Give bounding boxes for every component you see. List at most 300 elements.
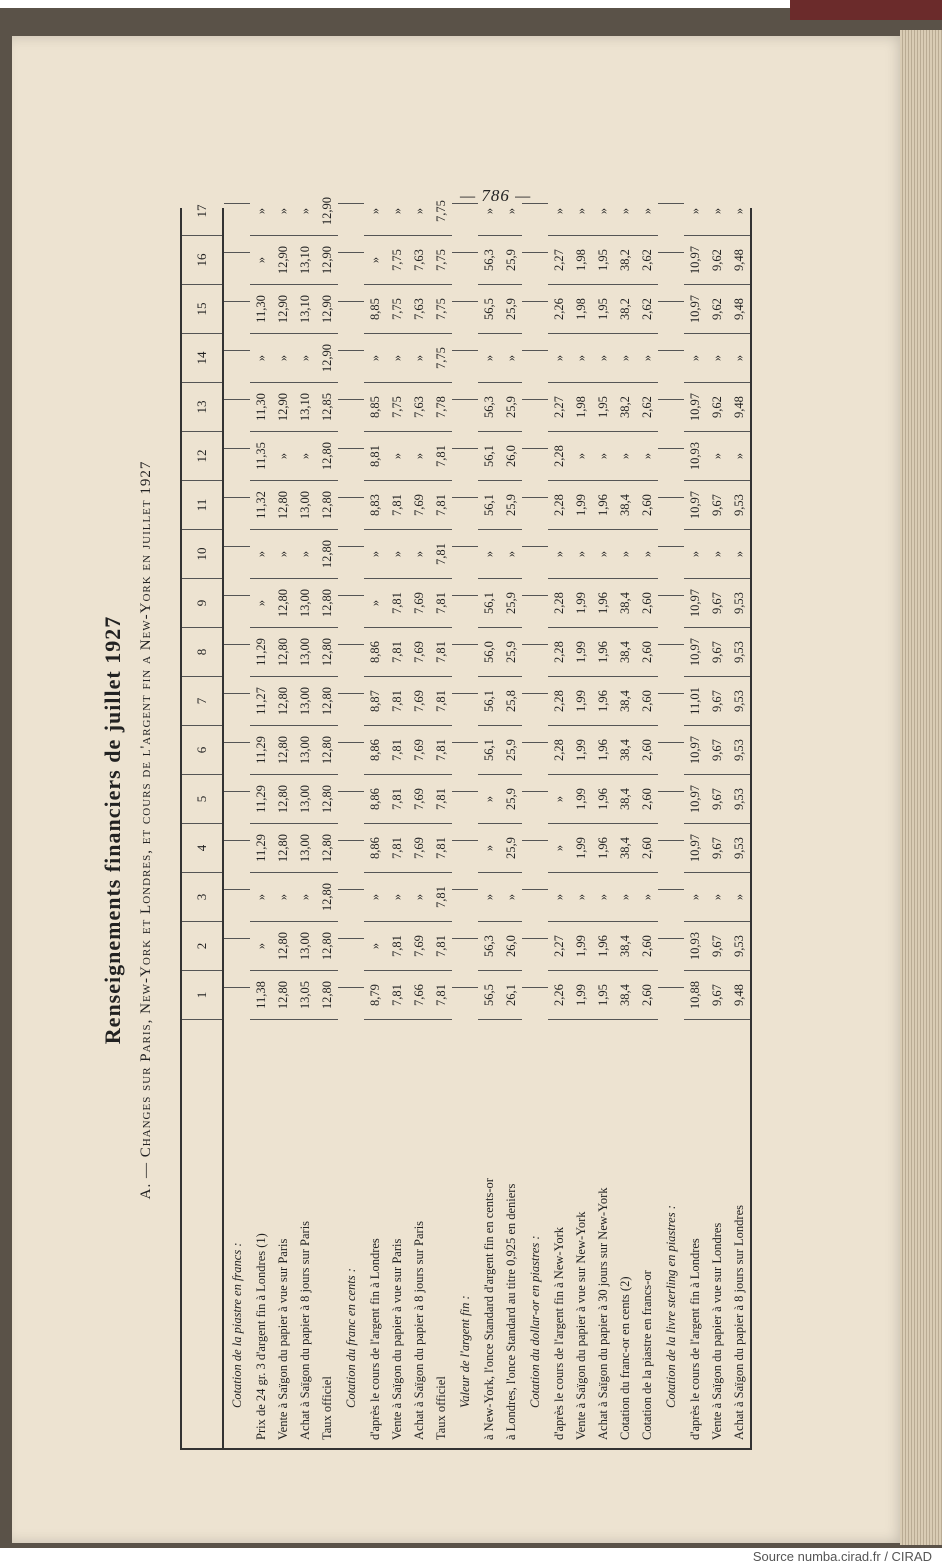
table-cell [338, 743, 364, 792]
table-cell: 38,4 [614, 579, 636, 628]
table-cell [452, 449, 478, 498]
table-cell: 13,00 [294, 726, 316, 775]
table-cell [522, 645, 548, 694]
table-cell: » [728, 530, 750, 579]
table-cell: 25,9 [500, 383, 522, 432]
table-cell: 2,60 [636, 922, 658, 971]
table-cell: 7,69 [408, 824, 430, 873]
table-cell: 26,0 [500, 432, 522, 481]
table-cell: 13,05 [294, 971, 316, 1020]
table-cell: 9,67 [706, 775, 728, 824]
table-cell: 12,80 [316, 873, 338, 922]
table-cell: 10,93 [684, 432, 706, 481]
table-cell [658, 498, 684, 547]
table-cell: » [548, 530, 570, 579]
table-cell: » [272, 334, 294, 383]
table-cell [338, 204, 364, 253]
table-cell: 1,95 [592, 971, 614, 1020]
table-cell: 13,00 [294, 481, 316, 530]
table-cell: 7,69 [408, 628, 430, 677]
table-cell: 7,69 [408, 677, 430, 726]
table-cell: 25,9 [500, 628, 522, 677]
table-cell: 11,29 [250, 775, 272, 824]
page-stack-edge [900, 30, 942, 1545]
table-cell: 2,27 [548, 383, 570, 432]
table-cell: 56,1 [478, 726, 500, 775]
table-cell: 1,96 [592, 579, 614, 628]
table-cell: 9,48 [728, 971, 750, 1020]
table-row [614, 208, 636, 1448]
table-cell: » [408, 432, 430, 481]
table-cell: 7,69 [408, 481, 430, 530]
table-cell [522, 302, 548, 351]
table-cell: 11,30 [250, 285, 272, 334]
table-cell [224, 596, 250, 645]
table-cell: » [548, 824, 570, 873]
exchange-table [180, 196, 752, 1450]
table-cell: 56,5 [478, 285, 500, 334]
table-cell: 25,8 [500, 677, 522, 726]
table-cell: » [250, 187, 272, 236]
table-cell: » [478, 530, 500, 579]
table-cell: 1,99 [570, 481, 592, 530]
row-label: Vente à Saïgon du papier à vue sur Paris [275, 1238, 290, 1440]
row-label: d'après le cours de l'argent fin à New-York [551, 1226, 566, 1440]
table-cell: » [706, 530, 728, 579]
table-cell: 7,81 [430, 432, 452, 481]
table-cell: » [614, 432, 636, 481]
table-cell: 7,75 [386, 236, 408, 285]
table-cell: 10,97 [684, 579, 706, 628]
table-row [636, 208, 658, 1448]
table-cell: 2,27 [548, 236, 570, 285]
section-title: Cotation de la piastre en francs : [229, 1242, 244, 1408]
table-cell: 13,00 [294, 677, 316, 726]
table-cell: 2,60 [636, 628, 658, 677]
table-cell: 2,60 [636, 677, 658, 726]
section-title: Valeur de l'argent fin : [457, 1295, 472, 1408]
table-cell [522, 400, 548, 449]
section-header-row [224, 208, 250, 1448]
table-cell: » [500, 530, 522, 579]
table-cell: 7,81 [430, 579, 452, 628]
table-cell: 7,75 [430, 236, 452, 285]
table-row [386, 208, 408, 1448]
table-cell: 1,98 [570, 285, 592, 334]
table-cell: 7,69 [408, 726, 430, 775]
table-cell: 12,90 [316, 334, 338, 383]
table-cell: 2,62 [636, 236, 658, 285]
table-row [684, 208, 706, 1448]
table-cell: 12,80 [272, 677, 294, 726]
table-cell: » [272, 530, 294, 579]
table-cell: 12,80 [272, 726, 294, 775]
table-cell: » [250, 334, 272, 383]
table-cell [522, 547, 548, 596]
section-header-row [658, 208, 684, 1448]
table-cell [338, 547, 364, 596]
table-cell: 8,86 [364, 628, 386, 677]
table-cell: 1,96 [592, 775, 614, 824]
table-cell: 38,2 [614, 236, 636, 285]
table-cell: 1,95 [592, 236, 614, 285]
row-label: Achat à Saïgon du papier à 30 jours sur New-York [595, 1187, 610, 1440]
table-cell: 11,29 [250, 726, 272, 775]
table-cell [452, 155, 478, 204]
table-cell [338, 253, 364, 302]
table-cell: 9,67 [706, 922, 728, 971]
table-cell: 1,99 [570, 726, 592, 775]
table-cell: 10,97 [684, 824, 706, 873]
table-row [478, 208, 500, 1448]
row-label: Vente à Saïgon du papier à vue sur Paris [389, 1238, 404, 1440]
page-title: Renseignements financiers de juillet 1927 [100, 615, 125, 1045]
table-cell: » [548, 187, 570, 236]
table-cell: 13,10 [294, 236, 316, 285]
table-cell [452, 400, 478, 449]
table-cell: » [364, 236, 386, 285]
table-cell: 12,80 [316, 579, 338, 628]
table-cell: 13,10 [294, 383, 316, 432]
table-cell: 1,96 [592, 922, 614, 971]
table-cell [522, 449, 548, 498]
table-cell: 56,3 [478, 922, 500, 971]
column-header: 14 [182, 334, 222, 383]
table-cell [522, 743, 548, 792]
table-cell [224, 498, 250, 547]
table-cell: » [570, 432, 592, 481]
table-cell [658, 155, 684, 204]
table-cell: 1,99 [570, 775, 592, 824]
row-label: d'après le cours de l'argent fin à Londres [687, 1238, 702, 1440]
table-cell: 2,28 [548, 481, 570, 530]
table-cell: 12,90 [272, 285, 294, 334]
table-cell: 7,75 [430, 334, 452, 383]
row-label: Vente à Saïgon du papier à vue sur New-York [573, 1211, 588, 1440]
table-cell [224, 449, 250, 498]
table-cell: 12,90 [272, 236, 294, 285]
table-cell: » [386, 530, 408, 579]
table-cell [522, 596, 548, 645]
table-cell: 9,67 [706, 677, 728, 726]
table-cell: 56,0 [478, 628, 500, 677]
row-label: Achat à Saïgon du papier à 8 jours sur Londres [731, 1204, 746, 1440]
column-header: 5 [182, 775, 222, 824]
table-cell: 9,53 [728, 824, 750, 873]
table-cell: 13,00 [294, 824, 316, 873]
table-cell: 11,29 [250, 628, 272, 677]
section-header-row [452, 208, 478, 1448]
table-cell: 7,75 [430, 285, 452, 334]
table-cell [522, 939, 548, 988]
table-cell: 8,85 [364, 285, 386, 334]
table-cell: 7,81 [386, 726, 408, 775]
table-cell: 13,00 [294, 775, 316, 824]
table-cell: » [706, 432, 728, 481]
table-cell: » [478, 187, 500, 236]
column-header: 15 [182, 285, 222, 334]
table-cell [658, 351, 684, 400]
table-cell: 7,78 [430, 383, 452, 432]
table-cell: 2,28 [548, 432, 570, 481]
table-cell [452, 596, 478, 645]
table-cell [224, 939, 250, 988]
table-cell: 2,28 [548, 579, 570, 628]
table-cell: » [614, 873, 636, 922]
table-cell: » [364, 187, 386, 236]
column-header: 2 [182, 922, 222, 971]
table-cell: 9,67 [706, 481, 728, 530]
table-cell: 12,90 [272, 383, 294, 432]
table-cell: 7,66 [408, 971, 430, 1020]
table-cell: » [272, 432, 294, 481]
table-cell [658, 939, 684, 988]
table-cell: » [478, 873, 500, 922]
table-cell [224, 547, 250, 596]
row-label: Taux officiel [319, 1376, 334, 1440]
table-cell: 10,97 [684, 236, 706, 285]
table-cell [224, 400, 250, 449]
table-cell: » [500, 187, 522, 236]
table-cell: 7,81 [430, 873, 452, 922]
table-cell: » [386, 432, 408, 481]
table-cell: » [500, 873, 522, 922]
table-cell: » [272, 873, 294, 922]
table-cell: 1,96 [592, 677, 614, 726]
table-cell: 1,99 [570, 971, 592, 1020]
table-row [294, 208, 316, 1448]
table-row [548, 208, 570, 1448]
table-cell: » [614, 187, 636, 236]
table-cell: 9,48 [728, 285, 750, 334]
table-cell [338, 596, 364, 645]
section-title: Cotation du dollar-or en piastres : [527, 1235, 542, 1408]
table-cell: » [364, 922, 386, 971]
row-label: Vente à Saïgon du papier à vue sur Londres [709, 1222, 724, 1440]
table-cell [658, 743, 684, 792]
table-cell: 7,81 [386, 677, 408, 726]
table-cell: 12,80 [272, 628, 294, 677]
table-cell: 9,67 [706, 971, 728, 1020]
table-row [728, 208, 750, 1448]
column-header: 12 [182, 432, 222, 481]
table-cell: 9,53 [728, 677, 750, 726]
table-cell: 38,4 [614, 628, 636, 677]
column-header: 13 [182, 383, 222, 432]
table-cell: 13,00 [294, 922, 316, 971]
table-cell: 38,4 [614, 922, 636, 971]
table-cell: 10,97 [684, 383, 706, 432]
table-cell: 12,80 [316, 922, 338, 971]
table-cell: 2,60 [636, 726, 658, 775]
table-cell: » [478, 824, 500, 873]
table-cell: 8,81 [364, 432, 386, 481]
table-cell [338, 498, 364, 547]
table-cell [452, 498, 478, 547]
row-label: d'après le cours de l'argent fin à Londres [367, 1238, 382, 1440]
table-cell: 2,26 [548, 285, 570, 334]
table-cell [452, 204, 478, 253]
table-cell: » [250, 530, 272, 579]
table-row [570, 208, 592, 1448]
column-header: 16 [182, 236, 222, 285]
table-cell: » [592, 530, 614, 579]
table-cell: 56,5 [478, 971, 500, 1020]
table-cell: 9,48 [728, 383, 750, 432]
table-cell [452, 351, 478, 400]
table-cell: 7,81 [386, 628, 408, 677]
table-cell: 13,10 [294, 285, 316, 334]
row-label: Taux officiel [433, 1376, 448, 1440]
table-cell [224, 743, 250, 792]
table-cell: 2,62 [636, 383, 658, 432]
table-cell: » [500, 334, 522, 383]
table-cell: » [728, 432, 750, 481]
table-cell: 11,01 [684, 677, 706, 726]
table-cell [338, 694, 364, 743]
table-cell: » [250, 579, 272, 628]
rotated-content [100, 196, 860, 1450]
table-cell: 13,00 [294, 579, 316, 628]
table-cell: 1,96 [592, 481, 614, 530]
row-label: Cotation de la piastre en francs-or [639, 1270, 654, 1440]
table-cell: 38,4 [614, 726, 636, 775]
column-header: 10 [182, 530, 222, 579]
table-cell [522, 351, 548, 400]
table-cell: » [570, 530, 592, 579]
table-cell: 9,67 [706, 579, 728, 628]
table-cell: 9,67 [706, 628, 728, 677]
table-cell: 12,80 [316, 824, 338, 873]
table-cell: 1,96 [592, 628, 614, 677]
table-cell: 56,1 [478, 432, 500, 481]
table-cell: 25,9 [500, 481, 522, 530]
table-cell [658, 890, 684, 939]
table-cell: 7,81 [430, 775, 452, 824]
table-cell: » [636, 873, 658, 922]
table-cell: 12,80 [272, 971, 294, 1020]
table-cell: 12,90 [316, 187, 338, 236]
table-cell: 2,28 [548, 726, 570, 775]
table-row [316, 196, 338, 1448]
table-cell: 1,95 [592, 383, 614, 432]
section-title: Cotation du franc en cents : [343, 1268, 358, 1408]
row-label: Cotation du franc-or en cents (2) [617, 1276, 632, 1440]
table-row [500, 208, 522, 1448]
table-cell [658, 841, 684, 890]
table-cell: 7,63 [408, 285, 430, 334]
table-cell: » [570, 187, 592, 236]
table-cell [224, 302, 250, 351]
table-cell: 11,38 [250, 971, 272, 1020]
section-title: Cotation de la livre sterling en piastres : [663, 1205, 678, 1408]
table-cell: » [364, 873, 386, 922]
table-cell: 38,2 [614, 285, 636, 334]
table-cell: 8,83 [364, 481, 386, 530]
table-cell: » [614, 334, 636, 383]
table-cell: 2,60 [636, 775, 658, 824]
table-cell [338, 841, 364, 890]
table-cell: » [478, 334, 500, 383]
table-cell [338, 155, 364, 204]
table-cell: 2,60 [636, 971, 658, 1020]
table-cell [522, 792, 548, 841]
table-cell [452, 694, 478, 743]
table-cell: 7,75 [386, 383, 408, 432]
table-cell [338, 449, 364, 498]
column-header: 8 [182, 628, 222, 677]
table-cell [658, 645, 684, 694]
table-cell: » [364, 334, 386, 383]
table-cell: 12,80 [316, 432, 338, 481]
table-cell: 12,80 [316, 677, 338, 726]
table-cell: 38,4 [614, 971, 636, 1020]
table-cell [338, 302, 364, 351]
table-cell: 9,53 [728, 775, 750, 824]
table-cell: » [684, 873, 706, 922]
table-cell: 7,69 [408, 775, 430, 824]
table-cell: 2,28 [548, 628, 570, 677]
table-cell [522, 694, 548, 743]
table-cell: 7,81 [386, 775, 408, 824]
table-cell: 12,80 [272, 775, 294, 824]
table-cell: 9,48 [728, 236, 750, 285]
table-cell: » [386, 187, 408, 236]
table-cell: » [294, 530, 316, 579]
table-header-row [182, 204, 224, 1448]
table-cell: 9,53 [728, 481, 750, 530]
row-label: à Londres, l'once Standard au titre 0,925 en deniers [503, 1183, 518, 1440]
table-cell: 2,60 [636, 579, 658, 628]
table-cell: » [272, 187, 294, 236]
table-cell: 26,1 [500, 971, 522, 1020]
column-header: 6 [182, 726, 222, 775]
table-cell [658, 792, 684, 841]
table-cell: » [614, 530, 636, 579]
table-cell: 8,85 [364, 383, 386, 432]
table-cell [338, 890, 364, 939]
table-cell [452, 939, 478, 988]
table-cell: 38,4 [614, 677, 636, 726]
section-header-row [522, 208, 548, 1448]
table-cell: 9,53 [728, 628, 750, 677]
table-cell: 7,81 [430, 726, 452, 775]
table-cell: » [478, 775, 500, 824]
source-credit: Source numba.cirad.fr / CIRAD [752, 1549, 932, 1564]
table-row [250, 208, 272, 1448]
table-cell: 7,81 [430, 824, 452, 873]
table-row [364, 208, 386, 1448]
table-cell: 9,62 [706, 285, 728, 334]
table-cell: » [294, 432, 316, 481]
table-cell: » [592, 334, 614, 383]
page-number: — 786 — [460, 186, 532, 205]
table-cell [658, 204, 684, 253]
table-cell: 7,81 [386, 922, 408, 971]
table-cell [224, 253, 250, 302]
table-row [706, 208, 728, 1448]
table-cell: 56,3 [478, 236, 500, 285]
table-cell [452, 645, 478, 694]
table-cell [452, 841, 478, 890]
table-cell: » [706, 334, 728, 383]
column-header: 4 [182, 824, 222, 873]
table-cell: 12,80 [272, 481, 294, 530]
table-cell: 7,69 [408, 922, 430, 971]
table-cell: » [408, 530, 430, 579]
table-cell: 1,99 [570, 922, 592, 971]
table-row [592, 208, 614, 1448]
